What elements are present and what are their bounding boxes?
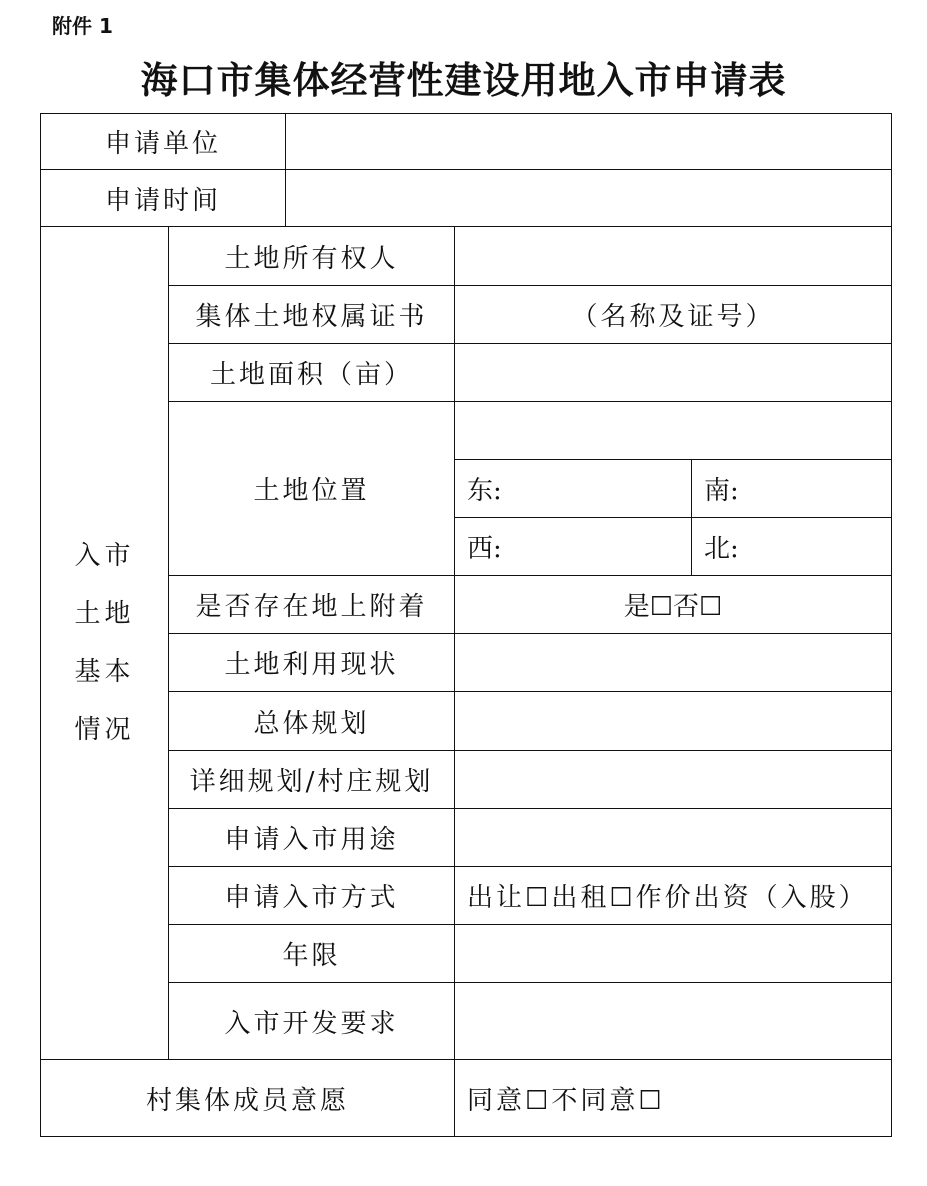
row-method <box>41 867 892 925</box>
current-use-label: 土地利用现状 <box>169 634 455 692</box>
row-term <box>41 925 892 983</box>
row-applicant-unit <box>41 114 892 170</box>
row-attachments <box>41 576 892 634</box>
land-area-label: 土地面积（亩） <box>169 344 455 402</box>
row-dev-requirements <box>41 983 892 1060</box>
purpose-label: 申请入市用途 <box>169 809 455 867</box>
dev-requirements-field[interactable] <box>455 983 892 1060</box>
method-label: 申请入市方式 <box>169 867 455 925</box>
apply-time-field[interactable] <box>286 170 892 227</box>
dev-requirements-label: 入市开发要求 <box>169 983 455 1060</box>
attachments-checkboxes[interactable]: 是☐否☐ <box>455 576 892 634</box>
detail-plan-label: 详细规划/村庄规划 <box>169 751 455 809</box>
term-label: 年限 <box>169 925 455 983</box>
term-field[interactable] <box>455 925 892 983</box>
consent-label: 村集体成员意愿 <box>41 1060 455 1137</box>
land-owner-field[interactable] <box>455 227 892 286</box>
application-form-table <box>40 113 892 1137</box>
location-east-field[interactable]: 东: <box>455 460 692 518</box>
row-land-certificate <box>41 286 892 344</box>
row-land-location <box>41 402 892 460</box>
consent-checkboxes[interactable]: 同意☐不同意☐ <box>455 1060 892 1137</box>
attachment-label: 附件 1 <box>52 14 113 38</box>
land-location-field[interactable] <box>455 402 892 460</box>
row-land-owner <box>41 227 892 286</box>
applicant-unit-label: 申请单位 <box>41 114 286 170</box>
attachments-label: 是否存在地上附着 <box>169 576 455 634</box>
row-current-use <box>41 634 892 692</box>
section-label-line: 土地 <box>74 599 135 629</box>
section-label-line: 入市 <box>74 541 135 571</box>
form-title: 海口市集体经营性建设用地入市申请表 <box>140 58 787 102</box>
apply-time-label: 申请时间 <box>41 170 286 227</box>
current-use-field[interactable] <box>455 634 892 692</box>
row-land-area <box>41 344 892 402</box>
location-south-field[interactable]: 南: <box>692 460 892 518</box>
section-label-line: 情况 <box>74 715 135 745</box>
row-detail-plan <box>41 751 892 809</box>
land-location-label: 土地位置 <box>169 402 455 576</box>
section-label-line: 基本 <box>74 657 135 687</box>
overall-plan-field[interactable] <box>455 692 892 751</box>
overall-plan-label: 总体规划 <box>169 692 455 751</box>
applicant-unit-field[interactable] <box>286 114 892 170</box>
land-owner-label: 土地所有权人 <box>169 227 455 286</box>
section-label-land-info <box>41 227 169 1060</box>
land-area-field[interactable] <box>455 344 892 402</box>
method-checkboxes[interactable]: 出让☐出租☐作价出资（入股） <box>455 867 892 925</box>
row-purpose <box>41 809 892 867</box>
detail-plan-field[interactable] <box>455 751 892 809</box>
land-certificate-field[interactable]: （名称及证号） <box>455 286 892 344</box>
row-apply-time <box>41 170 892 227</box>
land-certificate-label: 集体土地权属证书 <box>169 286 455 344</box>
location-north-field[interactable]: 北: <box>692 518 892 576</box>
row-consent <box>41 1060 892 1137</box>
row-overall-plan <box>41 692 892 751</box>
location-west-field[interactable]: 西: <box>455 518 692 576</box>
purpose-field[interactable] <box>455 809 892 867</box>
